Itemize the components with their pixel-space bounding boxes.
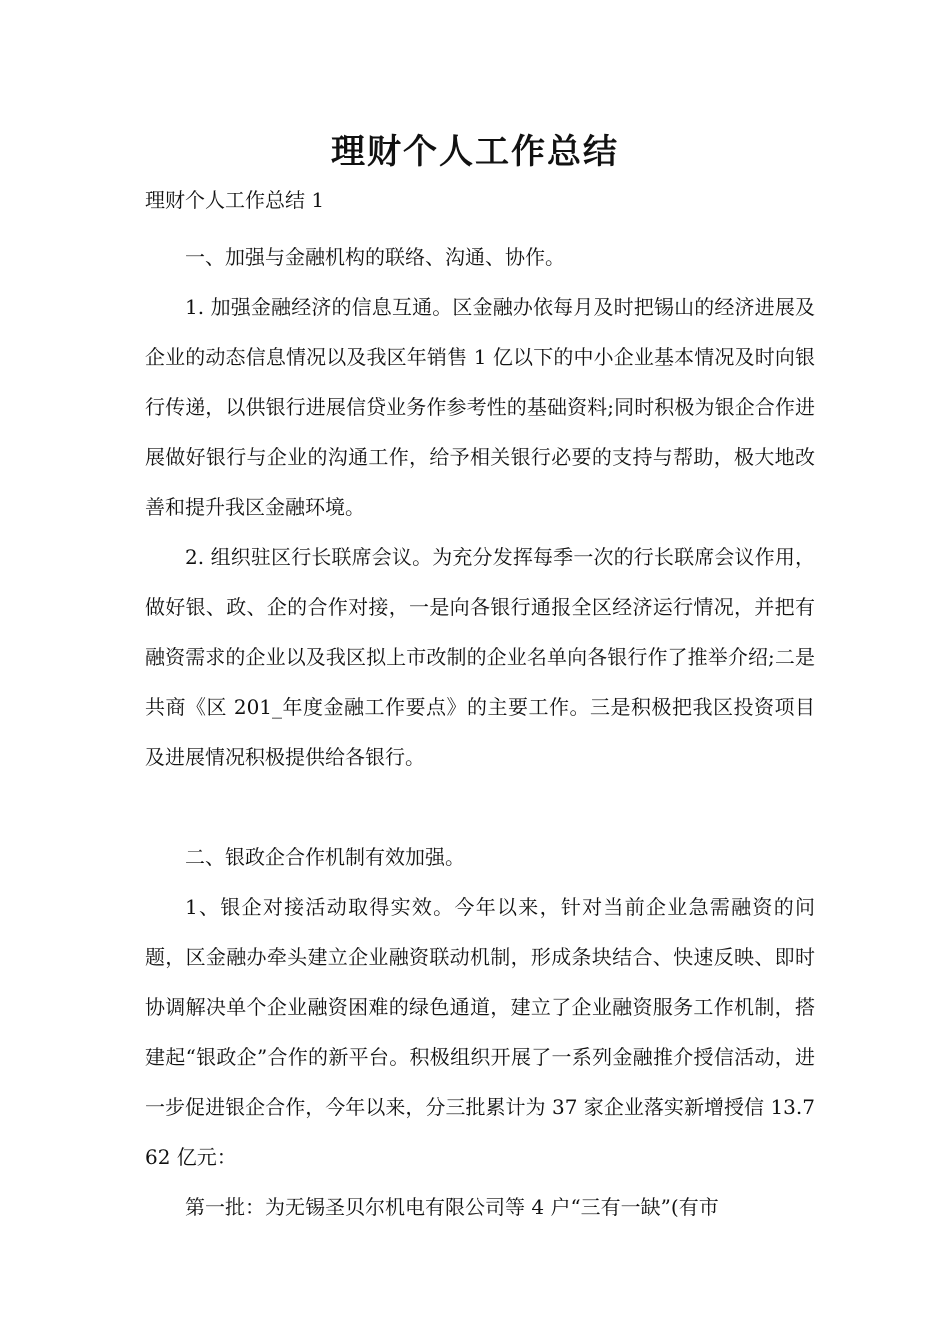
paragraph-first-batch: 第一批：为无锡圣贝尔机电有限公司等 4 户“三有一缺”(有市 [185, 1195, 719, 1219]
document-title: 理财个人工作总结 [331, 132, 619, 172]
paragraph-joint-meeting: 2. 组织驻区行长联席会议。为充分发挥每季一次的行长联席会议作用，做好银、政、企的合作对接，一是向各银行通报全区经济运行情况，并把有融资需求的企业以及我区拟上市改制的企业名单向各银行作了推举介绍;二是共商《区 201_年度金融工作要点》的主要工作。三是积极把我区投资项目及进展情况积极提供给各银行。 [145, 545, 815, 769]
document-subtitle: 理财个人工作总结 1 [145, 188, 325, 212]
section-heading-2: 二、银政企合作机制有效加强。 [185, 845, 465, 869]
section-heading-1: 一、加强与金融机构的联络、沟通、协作。 [185, 245, 565, 269]
paragraph-bank-enterprise: 1、银企对接活动取得实效。今年以来，针对当前企业急需融资的问题，区金融办牵头建立企业融资联动机制，形成条块结合、快速反映、即时协调解决单个企业融资困难的绿色通道，建立了企业融资服务工作机制，搭建起“银政企”合作的新平台。积极组织开展了一系列金融推介授信活动，进一步促进银企合作，今年以来，分三批累计为 37 家企业落实新增授信 13.762 亿元： [145, 895, 815, 1169]
document-body [145, 232, 815, 1232]
paragraph-info-exchange: 1. 加强金融经济的信息互通。区金融办依每月及时把锡山的经济进展及企业的动态信息情况以及我区年销售 1 亿以下的中小企业基本情况及时向银行传递，以供银行进展信贷业务作参考性的基础资料;同时积极为银企合作进展做好银行与企业的沟通工作，给予相关银行必要的支持与帮助，极大地改善和提升我区金融环境。 [145, 295, 815, 519]
